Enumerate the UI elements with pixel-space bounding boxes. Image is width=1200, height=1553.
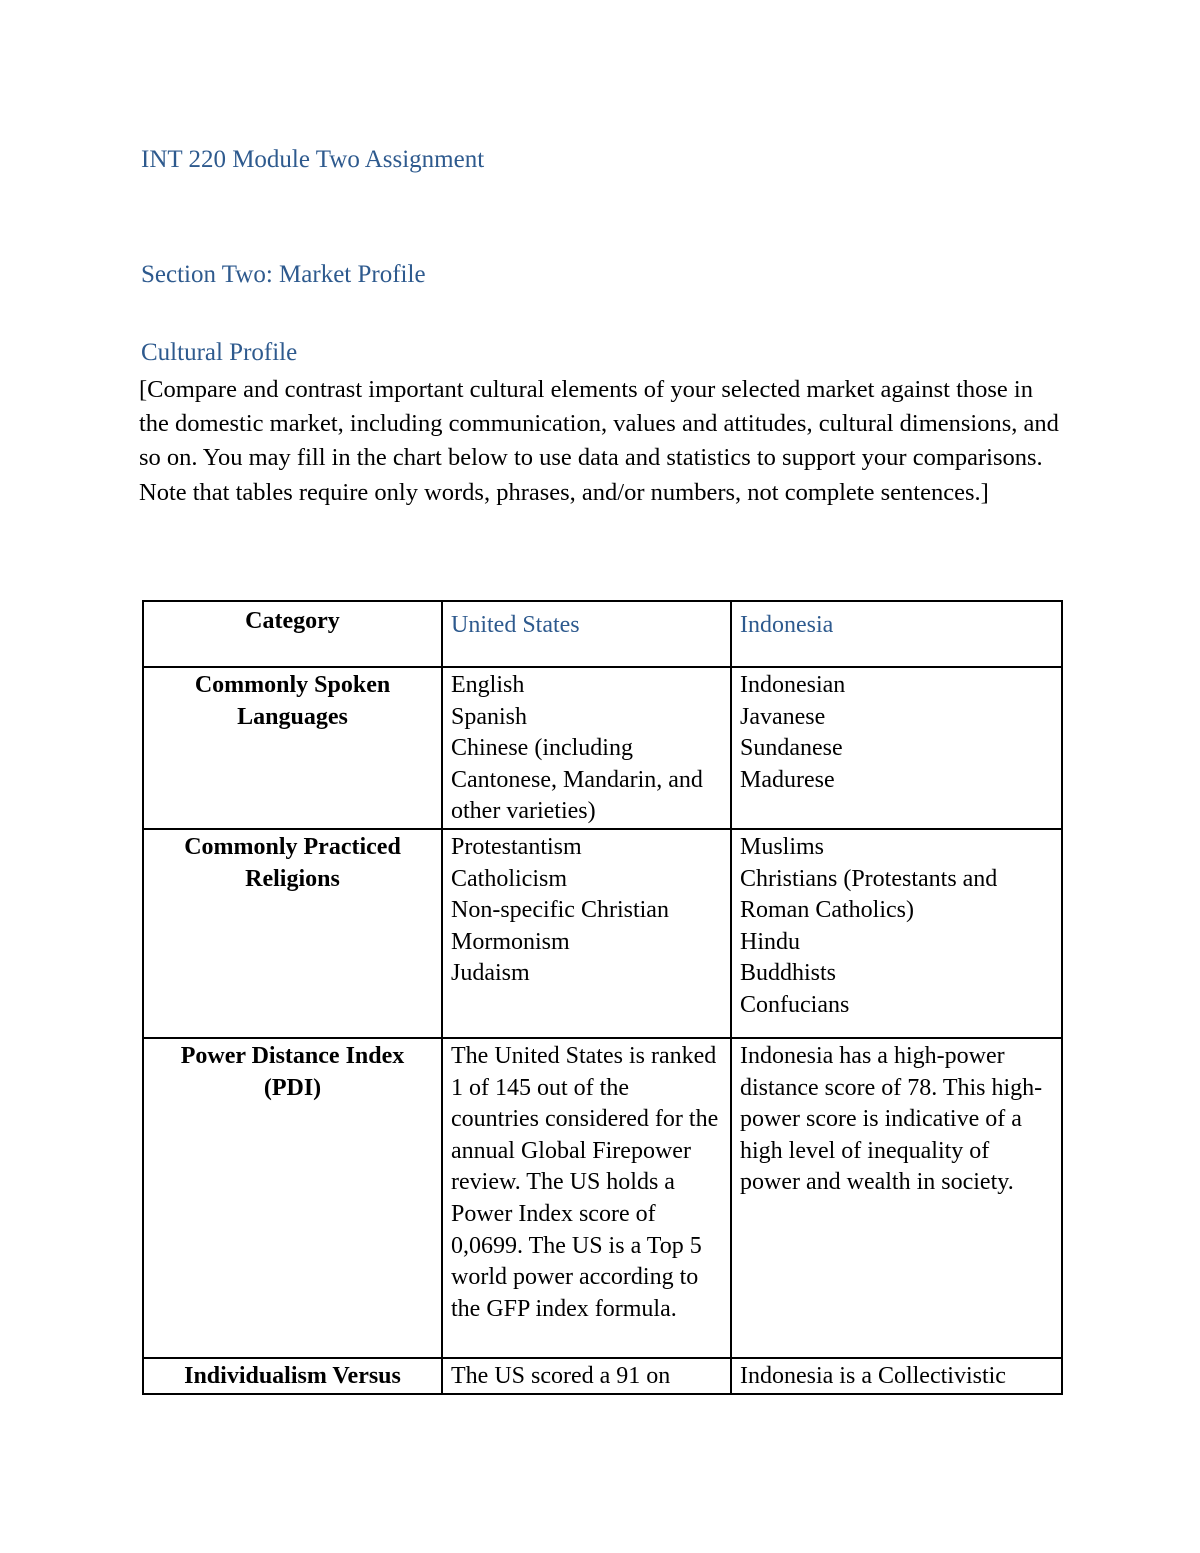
- category-cell: Commonly Practiced Religions: [143, 829, 442, 1038]
- domestic-cell: The US scored a 91 on: [442, 1358, 731, 1394]
- table-row: [143, 667, 1062, 829]
- list-item: Chinese (including Cantonese, Mandarin, and other varieties): [451, 735, 703, 825]
- table-row: [143, 829, 1062, 1038]
- table-row: [143, 1038, 1062, 1358]
- domestic-cell: [442, 667, 731, 829]
- list-item: Christians (Protestants and Roman Catholics): [740, 865, 998, 924]
- target-cell: Indonesia is a Collectivistic: [731, 1358, 1062, 1394]
- list-item: Madurese: [740, 766, 835, 793]
- header-category: Category: [143, 601, 442, 667]
- list-item: Catholicism: [451, 865, 567, 892]
- list-item: English: [451, 672, 525, 698]
- header-domestic-country: United States: [442, 601, 731, 667]
- header-target-country: Indonesia: [731, 601, 1062, 667]
- cultural-profile-table: [142, 600, 1063, 1395]
- list-item: Mormonism: [451, 928, 570, 955]
- instructions-paragraph: [Compare and contrast important cultural elements of your selected market against those in the domestic market, including communication, values and attitudes, cultural dimensions, and so on. You may fill in the chart below to use data and statistics to support your comparisons. Note that tables require only words, phrases, and/or numbers, not complete sentences.]: [139, 376, 1059, 506]
- list-item: Buddhists: [740, 960, 837, 987]
- table-header-row: [143, 601, 1062, 667]
- list-item: Non-specific Christian: [451, 897, 669, 924]
- category-cell: Power Distance Index (PDI): [143, 1038, 442, 1358]
- subsection-title: Cultural Profile: [141, 339, 298, 366]
- list-item: Protestantism: [451, 833, 582, 860]
- list-item: Muslims: [740, 833, 825, 860]
- list-item: Confucians: [740, 991, 850, 1018]
- table-row: [143, 1358, 1062, 1394]
- list-item: Judaism: [451, 960, 530, 987]
- list-item: Sundanese: [740, 735, 843, 762]
- document-title: INT 220 Module Two Assignment: [141, 146, 485, 173]
- list-item: Indonesian: [740, 672, 846, 698]
- domestic-cell: [442, 829, 731, 1038]
- section-title: Section Two: Market Profile: [141, 261, 426, 288]
- list-item: Javanese: [740, 703, 826, 730]
- target-cell: [731, 667, 1062, 829]
- category-cell: Commonly Spoken Languages: [143, 667, 442, 829]
- domestic-cell: The United States is ranked 1 of 145 out of the countries considered for the annual Global Firepower review. The US holds a Power Index score of 0,0699. The US is a Top 5 world power according to the GFP index formula.: [442, 1038, 731, 1358]
- list-item: Hindu: [740, 928, 800, 955]
- target-cell: Indonesia has a high-power distance score of 78. This high-power score is indicative of a high level of inequality of power and wealth in society.: [731, 1038, 1062, 1358]
- target-cell: [731, 829, 1062, 1038]
- list-item: Spanish: [451, 703, 528, 730]
- category-cell: Individualism Versus: [143, 1358, 442, 1394]
